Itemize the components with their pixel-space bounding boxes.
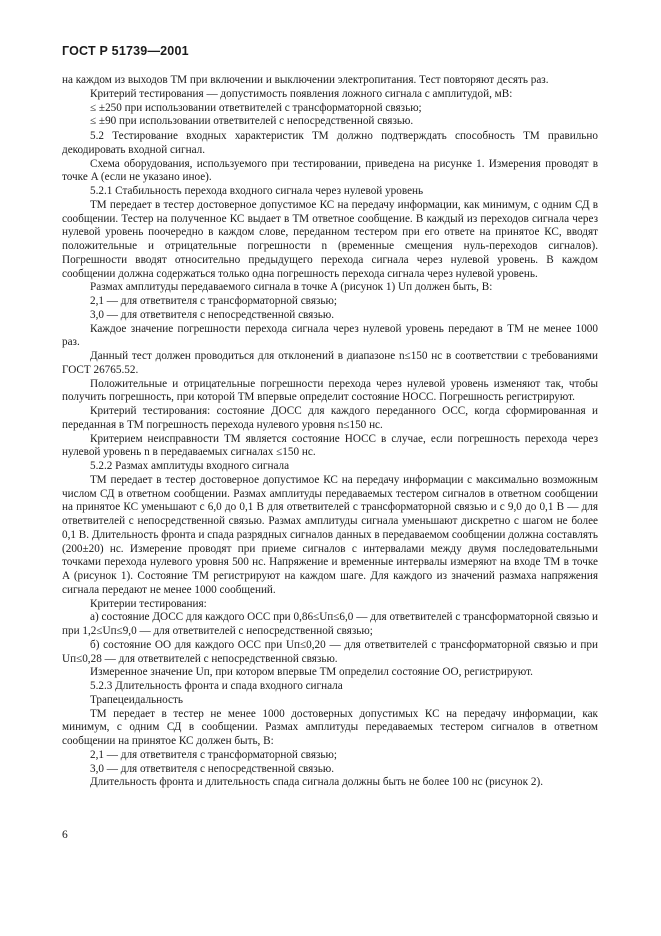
subsection-heading: 5.2.2 Размах амплитуды входного сигнала xyxy=(90,460,290,472)
paragraph: Данный тест должен проводиться для отклонений в диапазоне n≤150 нс в соответствии с требованиями ГОСТ 26765.52. xyxy=(62,350,598,376)
paragraph: на каждом из выходов ТМ при включении и выключении электропитания. Тест повторяют десять раз. xyxy=(62,74,549,86)
paragraph: 2,1 — для ответвителя с трансформаторной связью; xyxy=(90,748,337,761)
paragraph: ТМ передает в тестер достоверное допустимое КС на передачу информации с максимально возможным числом СД в ответном сообщении. Размах амплитуды передаваемых тестером сигналов в ответном сообщении на принятое КС уменьшают с 6,0 до 0,1 В для ответвителей с трансформаторной связью и с 9,0 до 0,1 В — для ответвителей с непосредственной связью. Размах амплитуды сигнала уменьшают дискретно с шагом не более 0,1 В. Длительность фронта и спада разрядных сигналов данных в передаваемом сообщении должна составлять (200±20) нс. Измерение проводят при приеме сигналов с интервалами между двумя последовательными точками перехода нулевого уровня 500 нс. Напряжение и временные интервалы измеряют на входе ТМ в точке A (рисунок 1). Состояние ТМ регистрируют на каждом шаге. Для каждого из значений размаха напряжения сигнала передают не менее 1000 сообщений. xyxy=(62,473,598,596)
paragraph: Критерий тестирования — допустимость появления ложного сигнала с амплитудой, мВ: xyxy=(90,87,513,100)
paragraph: Длительность фронта и длительность спада сигнала должны быть не более 100 нс (рисунок 2). xyxy=(90,776,543,789)
paragraph: ТМ передает в тестер достоверное допустимое КС на передачу информации, как минимум, с одним СД в сообщении. Тестер на полученное КС выдает в ТМ ответное сообщение. В каждый из переходов сигнала через нулевой уровень поочередно в каждом слове, переданном тестером при его ответе на принятое КС, вводят положительные и отрицательные погрешности n (временные смещения нуль-переходов сигналов). Погрешности вводят относительно предыдущего перехода сигнала через нулевой уровень. В каждом сообщении должна содержаться только одна погрешность перехода сигнала через нулевой уровень. xyxy=(62,198,598,280)
paragraph: б) состояние ОО для каждого ОСС при Uп≤0,20 — для ответвителей с трансформаторной связью и при Uп≤0,28 — для ответвителей с непосредственной связью. xyxy=(62,638,598,665)
paragraph: Критерии тестирования: xyxy=(90,597,207,610)
paragraph: Каждое значение погрешности перехода сигнала через нулевой уровень передают в ТМ не менее 1000 раз. xyxy=(62,322,598,349)
paragraph: ≤ ±90 при использовании ответвителей с непосредственной связью. xyxy=(90,115,414,128)
paragraph: Положительные и отрицательные погрешности перехода через нулевой уровень изменяют так, чтобы получить погрешность, при которой ТМ впервые определит состояние НОСС. Погрешность регистрируют. xyxy=(62,377,598,404)
paragraph: 2,1 — для ответвителя с трансформаторной связью; xyxy=(90,295,337,307)
section-paragraph: 5.2 Тестирование входных характеристик ТМ должно подтверждать способность ТМ правильно декодировать входной сигнал. xyxy=(62,130,598,156)
subsection-heading: 5.2.3 Длительность фронта и спада входного сигнала xyxy=(90,680,343,692)
paragraph: Схема оборудования, используемого при тестировании, приведена на рисунке 1. Измерения проводят в точке A (если не указано иное). xyxy=(62,157,598,184)
subsection-heading: 5.2.1 Стабильность перехода входного сигнала через нулевой уровень xyxy=(90,185,424,197)
page-number: 6 xyxy=(62,829,68,841)
paragraph: Размах амплитуды передаваемого сигнала в точке A (рисунок 1) Uп должен быть, В: xyxy=(90,281,493,294)
paragraph: 3,0 — для ответвителя с непосредственной связью. xyxy=(90,762,334,775)
paragraph: ≤ ±250 при использовании ответвителей с трансформаторной связью; xyxy=(90,101,422,114)
paragraph: Критерий тестирования: состояние ДОСС для каждого переданного ОСС, когда сформированная и переданная в ТМ погрешность перехода нулевого уровня n≤150 нс. xyxy=(62,405,598,431)
paragraph: а) состояние ДОСС для каждого ОСС при 0,86≤Uп≤6,0 — для ответвителей с трансформаторной связью и при 1,2≤Uп≤9,0 — для ответвителей с непосредственной связью; xyxy=(62,611,598,637)
document-body xyxy=(62,74,598,790)
paragraph: Трапецеидальность xyxy=(90,693,183,706)
paragraph: ТМ передает в тестер не менее 1000 достоверных допустимых КС на передачу информации, как минимум, с одним СД в сообщении. Размах амплитуды передаваемых тестером сигналов в ответном сообщении на принятое КС должен быть, В: xyxy=(62,707,598,747)
paragraph: Измеренное значение Uп, при котором впервые ТМ определил состояние ОО, регистрируют. xyxy=(90,666,533,679)
document-header: ГОСТ Р 51739—2001 xyxy=(62,44,189,58)
paragraph: 3,0 — для ответвителя с непосредственной связью. xyxy=(90,308,334,321)
paragraph: Критерием неисправности ТМ является состояние НОСС в случае, если погрешность перехода через нулевой уровень n в передаваемых сигналах ≤150 нс. xyxy=(62,432,598,459)
